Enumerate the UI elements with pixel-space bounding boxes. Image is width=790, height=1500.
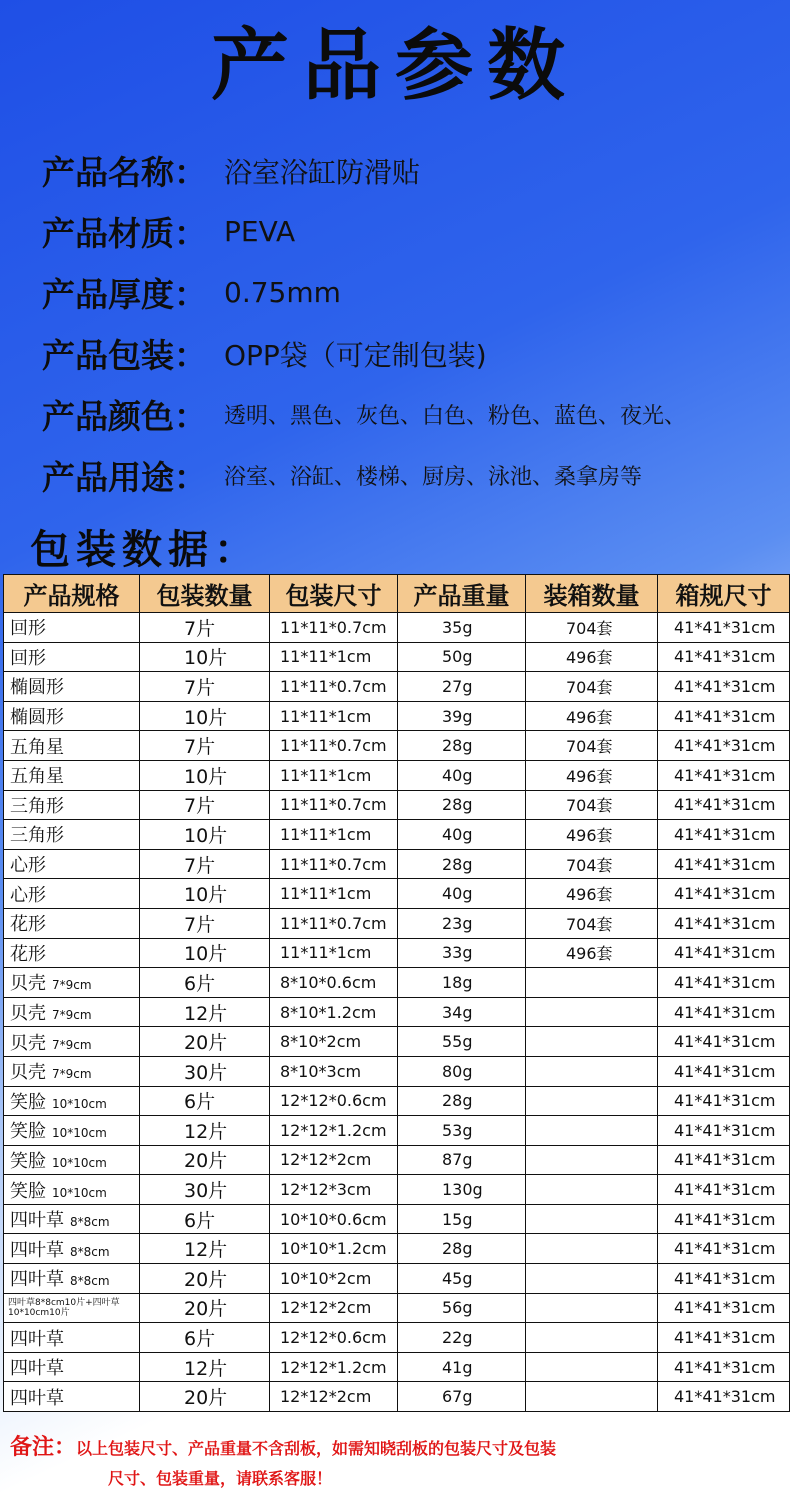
cell-carton-qty: 704套 xyxy=(526,731,658,761)
cell-package-size: 11*11*0.7cm xyxy=(270,790,398,820)
cell-quantity: 10片 xyxy=(140,701,270,731)
spec-row-colors xyxy=(42,384,782,445)
cell-quantity: 20片 xyxy=(140,1027,270,1057)
cell-carton-qty xyxy=(526,1264,658,1294)
cell-quantity: 7片 xyxy=(140,790,270,820)
cell-carton-size: 41*41*31cm xyxy=(658,1027,790,1057)
table-row xyxy=(4,1116,790,1146)
cell-carton-qty xyxy=(526,1293,658,1323)
spec-row-thickness xyxy=(42,262,782,323)
cell-carton-size: 41*41*31cm xyxy=(658,642,790,672)
spec-value: OPP袋（可定制包装) xyxy=(224,338,487,372)
spec-name: 心形 xyxy=(10,884,46,906)
spec-size: 7*9cm xyxy=(52,1037,92,1052)
cell-carton-size: 41*41*31cm xyxy=(658,1352,790,1382)
cell-weight: 50g xyxy=(398,642,526,672)
cell-package-size: 11*11*1cm xyxy=(270,879,398,909)
cell-carton-size: 41*41*31cm xyxy=(658,701,790,731)
spec-label: 产品厚度： xyxy=(42,275,207,314)
cell-spec xyxy=(4,1027,140,1057)
cell-weight: 28g xyxy=(398,849,526,879)
table-row xyxy=(4,820,790,850)
table-row xyxy=(4,701,790,731)
cell-quantity: 10片 xyxy=(140,760,270,790)
cell-carton-qty: 496套 xyxy=(526,701,658,731)
cell-package-size: 11*11*0.7cm xyxy=(270,613,398,643)
cell-carton-size: 41*41*31cm xyxy=(658,820,790,850)
cell-package-size: 8*10*3cm xyxy=(270,1056,398,1086)
header-weight: 产品重量 xyxy=(398,575,526,613)
spec-name: 四叶草 xyxy=(10,1358,64,1380)
spec-label: 产品颜色： xyxy=(42,397,207,436)
spec-list xyxy=(42,140,782,506)
spec-label: 产品名称： xyxy=(42,153,207,192)
cell-carton-size: 41*41*31cm xyxy=(658,1323,790,1353)
spec-row-usage xyxy=(42,445,782,506)
cell-package-size: 12*12*1.2cm xyxy=(270,1116,398,1146)
cell-weight: 67g xyxy=(398,1382,526,1412)
cell-carton-qty xyxy=(526,1323,658,1353)
header-carton-size: 箱规尺寸 xyxy=(658,575,790,613)
cell-spec xyxy=(4,820,140,850)
cell-weight: 40g xyxy=(398,760,526,790)
cell-carton-qty xyxy=(526,1204,658,1234)
cell-carton-size: 41*41*31cm xyxy=(658,1056,790,1086)
cell-carton-qty xyxy=(526,1027,658,1057)
cell-package-size: 11*11*0.7cm xyxy=(270,849,398,879)
cell-package-size: 11*11*1cm xyxy=(270,820,398,850)
spec-size: 10*10cm xyxy=(52,1096,107,1111)
table-row xyxy=(4,731,790,761)
table-row xyxy=(4,672,790,702)
spec-name: 五角星 xyxy=(10,766,64,788)
cell-spec xyxy=(4,1145,140,1175)
cell-package-size: 11*11*1cm xyxy=(270,760,398,790)
cell-carton-qty xyxy=(526,1086,658,1116)
cell-carton-qty: 704套 xyxy=(526,790,658,820)
cell-package-size: 12*12*3cm xyxy=(270,1175,398,1205)
cell-quantity: 7片 xyxy=(140,731,270,761)
table-row xyxy=(4,1175,790,1205)
cell-carton-qty xyxy=(526,1234,658,1264)
cell-weight: 22g xyxy=(398,1323,526,1353)
cell-package-size: 10*10*0.6cm xyxy=(270,1204,398,1234)
table-row xyxy=(4,938,790,968)
cell-spec xyxy=(4,701,140,731)
cell-weight: 18g xyxy=(398,968,526,998)
spec-label: 产品用途： xyxy=(42,458,207,497)
spec-label: 产品包装： xyxy=(42,336,207,375)
cell-package-size: 10*10*2cm xyxy=(270,1264,398,1294)
spec-name: 笑脸 xyxy=(10,1150,46,1172)
table-row xyxy=(4,997,790,1027)
spec-name: 贝壳 xyxy=(10,1032,46,1054)
cell-quantity: 6片 xyxy=(140,1086,270,1116)
cell-carton-size: 41*41*31cm xyxy=(658,760,790,790)
cell-spec xyxy=(4,642,140,672)
table-row xyxy=(4,968,790,998)
cell-weight: 27g xyxy=(398,672,526,702)
cell-carton-qty: 496套 xyxy=(526,879,658,909)
cell-weight: 87g xyxy=(398,1145,526,1175)
spec-name: 花形 xyxy=(10,943,46,965)
spec-name: 四叶草 xyxy=(10,1328,64,1350)
cell-carton-size: 41*41*31cm xyxy=(658,908,790,938)
cell-weight: 56g xyxy=(398,1293,526,1323)
spec-size: 8*8cm xyxy=(70,1244,110,1259)
table-row xyxy=(4,1352,790,1382)
table-row xyxy=(4,642,790,672)
spec-value: 浴室浴缸防滑贴 xyxy=(224,155,421,189)
cell-quantity: 12片 xyxy=(140,997,270,1027)
spec-label: 产品材质： xyxy=(42,214,207,253)
packaging-table-wrap xyxy=(3,574,789,1412)
spec-name: 贝壳 xyxy=(10,973,46,995)
spec-name: 笑脸 xyxy=(10,1091,46,1113)
cell-quantity: 10片 xyxy=(140,820,270,850)
cell-weight: 35g xyxy=(398,613,526,643)
cell-weight: 15g xyxy=(398,1204,526,1234)
cell-weight: 80g xyxy=(398,1056,526,1086)
cell-weight: 28g xyxy=(398,1086,526,1116)
cell-quantity: 7片 xyxy=(140,908,270,938)
table-row xyxy=(4,760,790,790)
cell-spec xyxy=(4,731,140,761)
spec-name: 四叶草8*8cm10片+四叶草10*10cm10片 xyxy=(8,1297,120,1318)
cell-carton-size: 41*41*31cm xyxy=(658,1293,790,1323)
cell-carton-size: 41*41*31cm xyxy=(658,613,790,643)
table-row xyxy=(4,1145,790,1175)
cell-quantity: 7片 xyxy=(140,613,270,643)
cell-quantity: 6片 xyxy=(140,968,270,998)
table-row xyxy=(4,1027,790,1057)
header-quantity: 包装数量 xyxy=(140,575,270,613)
table-row xyxy=(4,790,790,820)
cell-carton-size: 41*41*31cm xyxy=(658,968,790,998)
spec-size: 10*10cm xyxy=(52,1155,107,1170)
spec-size: 10*10cm xyxy=(52,1185,107,1200)
spec-name: 笑脸 xyxy=(10,1180,46,1202)
spec-size: 7*9cm xyxy=(52,978,92,993)
packaging-table xyxy=(3,574,790,1412)
cell-spec xyxy=(4,1086,140,1116)
spec-size: 7*9cm xyxy=(52,1067,92,1082)
cell-carton-size: 41*41*31cm xyxy=(658,1382,790,1412)
cell-package-size: 12*12*2cm xyxy=(270,1145,398,1175)
cell-spec xyxy=(4,1234,140,1264)
spec-row-material xyxy=(42,201,782,262)
cell-carton-size: 41*41*31cm xyxy=(658,1086,790,1116)
cell-carton-size: 41*41*31cm xyxy=(658,790,790,820)
cell-spec xyxy=(4,672,140,702)
table-row xyxy=(4,1382,790,1412)
spec-size: 8*8cm xyxy=(70,1215,110,1230)
table-row xyxy=(4,1056,790,1086)
cell-quantity: 7片 xyxy=(140,672,270,702)
cell-carton-size: 41*41*31cm xyxy=(658,1204,790,1234)
cell-quantity: 10片 xyxy=(140,938,270,968)
cell-weight: 45g xyxy=(398,1264,526,1294)
page-title: 产品参数 xyxy=(210,21,579,111)
table-row xyxy=(4,1204,790,1234)
cell-weight: 40g xyxy=(398,879,526,909)
cell-carton-size: 41*41*31cm xyxy=(658,1145,790,1175)
cell-spec xyxy=(4,849,140,879)
spec-name: 椭圆形 xyxy=(10,707,64,729)
cell-carton-qty xyxy=(526,1352,658,1382)
cell-carton-qty: 496套 xyxy=(526,642,658,672)
cell-weight: 41g xyxy=(398,1352,526,1382)
cell-spec xyxy=(4,613,140,643)
cell-package-size: 12*12*0.6cm xyxy=(270,1086,398,1116)
cell-spec xyxy=(4,908,140,938)
spec-name: 四叶草 xyxy=(10,1210,64,1232)
spec-name: 回形 xyxy=(10,618,46,640)
cell-weight: 55g xyxy=(398,1027,526,1057)
cell-quantity: 6片 xyxy=(140,1323,270,1353)
cell-spec xyxy=(4,997,140,1027)
table-row xyxy=(4,908,790,938)
cell-quantity: 10片 xyxy=(140,879,270,909)
cell-weight: 39g xyxy=(398,701,526,731)
spec-name: 四叶草 xyxy=(10,1239,64,1261)
spec-row-packaging xyxy=(42,323,782,384)
cell-package-size: 10*10*1.2cm xyxy=(270,1234,398,1264)
cell-spec xyxy=(4,1293,140,1323)
cell-spec xyxy=(4,790,140,820)
spec-size: 7*9cm xyxy=(52,1008,92,1023)
cell-carton-qty xyxy=(526,1175,658,1205)
cell-weight: 53g xyxy=(398,1116,526,1146)
spec-name: 花形 xyxy=(10,914,46,936)
cell-weight: 28g xyxy=(398,731,526,761)
spec-name: 三角形 xyxy=(10,825,64,847)
cell-carton-qty: 496套 xyxy=(526,760,658,790)
cell-spec xyxy=(4,968,140,998)
table-row xyxy=(4,1293,790,1323)
cell-weight: 33g xyxy=(398,938,526,968)
cell-quantity: 20片 xyxy=(140,1264,270,1294)
cell-carton-qty: 496套 xyxy=(526,820,658,850)
cell-carton-qty xyxy=(526,997,658,1027)
table-body xyxy=(4,613,790,1412)
cell-carton-size: 41*41*31cm xyxy=(658,938,790,968)
cell-package-size: 11*11*1cm xyxy=(270,938,398,968)
spec-value: PEVA xyxy=(224,215,296,248)
cell-carton-qty: 496套 xyxy=(526,938,658,968)
cell-package-size: 11*11*0.7cm xyxy=(270,672,398,702)
footnote-line-2: 尺寸、包装重量，请联系客服！ xyxy=(108,1469,333,1488)
cell-carton-size: 41*41*31cm xyxy=(658,997,790,1027)
table-row xyxy=(4,849,790,879)
cell-quantity: 7片 xyxy=(140,849,270,879)
cell-weight: 34g xyxy=(398,997,526,1027)
spec-value: 浴室、浴缸、楼梯、厨房、泳池、桑拿房等 xyxy=(224,465,643,490)
cell-spec xyxy=(4,1204,140,1234)
cell-quantity: 20片 xyxy=(140,1293,270,1323)
cell-package-size: 12*12*1.2cm xyxy=(270,1352,398,1382)
cell-quantity: 12片 xyxy=(140,1116,270,1146)
packaging-data-heading: 包装数据： xyxy=(30,526,260,573)
cell-weight: 28g xyxy=(398,1234,526,1264)
cell-carton-qty: 704套 xyxy=(526,672,658,702)
spec-name: 笑脸 xyxy=(10,1121,46,1143)
cell-package-size: 8*10*2cm xyxy=(270,1027,398,1057)
cell-spec xyxy=(4,1382,140,1412)
cell-carton-qty xyxy=(526,1145,658,1175)
cell-quantity: 12片 xyxy=(140,1234,270,1264)
cell-quantity: 20片 xyxy=(140,1145,270,1175)
spec-size: 10*10cm xyxy=(52,1126,107,1141)
cell-quantity: 10片 xyxy=(140,642,270,672)
cell-carton-qty xyxy=(526,1382,658,1412)
table-row xyxy=(4,613,790,643)
spec-name: 四叶草 xyxy=(10,1387,64,1409)
spec-name: 椭圆形 xyxy=(10,677,64,699)
table-row xyxy=(4,1086,790,1116)
cell-package-size: 11*11*0.7cm xyxy=(270,731,398,761)
header-package-size: 包装尺寸 xyxy=(270,575,398,613)
cell-carton-qty xyxy=(526,968,658,998)
cell-carton-size: 41*41*31cm xyxy=(658,672,790,702)
cell-package-size: 8*10*0.6cm xyxy=(270,968,398,998)
spec-name: 五角星 xyxy=(10,736,64,758)
cell-spec xyxy=(4,1264,140,1294)
cell-package-size: 8*10*1.2cm xyxy=(270,997,398,1027)
cell-spec xyxy=(4,760,140,790)
cell-carton-size: 41*41*31cm xyxy=(658,1175,790,1205)
cell-weight: 130g xyxy=(398,1175,526,1205)
footnote-tag: 备注： xyxy=(10,1434,77,1460)
spec-name: 贝壳 xyxy=(10,1062,46,1084)
cell-quantity: 30片 xyxy=(140,1056,270,1086)
cell-carton-size: 41*41*31cm xyxy=(658,849,790,879)
cell-carton-size: 41*41*31cm xyxy=(658,1116,790,1146)
cell-package-size: 11*11*1cm xyxy=(270,642,398,672)
footnote xyxy=(10,1432,780,1494)
cell-carton-size: 41*41*31cm xyxy=(658,879,790,909)
cell-weight: 40g xyxy=(398,820,526,850)
header-carton-qty: 装箱数量 xyxy=(526,575,658,613)
footnote-line-1: 以上包装尺寸、产品重量不含刮板，如需知晓刮板的包装尺寸及包装 xyxy=(76,1439,557,1458)
table-row xyxy=(4,1264,790,1294)
cell-spec xyxy=(4,1323,140,1353)
spec-name: 回形 xyxy=(10,647,46,669)
table-row xyxy=(4,1234,790,1264)
cell-quantity: 12片 xyxy=(140,1352,270,1382)
spec-name: 四叶草 xyxy=(10,1269,64,1291)
cell-carton-qty: 704套 xyxy=(526,849,658,879)
spec-name: 三角形 xyxy=(10,795,64,817)
table-row xyxy=(4,879,790,909)
spec-size: 8*8cm xyxy=(70,1274,110,1289)
header-spec: 产品规格 xyxy=(4,575,140,613)
cell-quantity: 20片 xyxy=(140,1382,270,1412)
table-row xyxy=(4,1323,790,1353)
cell-package-size: 12*12*0.6cm xyxy=(270,1323,398,1353)
cell-carton-qty xyxy=(526,1116,658,1146)
cell-spec xyxy=(4,1056,140,1086)
cell-package-size: 11*11*0.7cm xyxy=(270,908,398,938)
cell-package-size: 12*12*2cm xyxy=(270,1293,398,1323)
cell-spec xyxy=(4,938,140,968)
cell-carton-size: 41*41*31cm xyxy=(658,1264,790,1294)
cell-package-size: 11*11*1cm xyxy=(270,701,398,731)
cell-spec xyxy=(4,1352,140,1382)
table-header-row xyxy=(4,575,790,613)
cell-weight: 28g xyxy=(398,790,526,820)
spec-value: 透明、黑色、灰色、白色、粉色、蓝色、夜光、 xyxy=(224,404,687,429)
cell-spec xyxy=(4,879,140,909)
cell-quantity: 6片 xyxy=(140,1204,270,1234)
cell-package-size: 12*12*2cm xyxy=(270,1382,398,1412)
cell-weight: 23g xyxy=(398,908,526,938)
cell-carton-size: 41*41*31cm xyxy=(658,731,790,761)
spec-row-name xyxy=(42,140,782,201)
cell-quantity: 30片 xyxy=(140,1175,270,1205)
cell-carton-size: 41*41*31cm xyxy=(658,1234,790,1264)
cell-spec xyxy=(4,1175,140,1205)
cell-spec xyxy=(4,1116,140,1146)
spec-value: 0.75mm xyxy=(224,276,341,309)
spec-name: 贝壳 xyxy=(10,1003,46,1025)
spec-name: 心形 xyxy=(10,855,46,877)
cell-carton-qty: 704套 xyxy=(526,613,658,643)
cell-carton-qty xyxy=(526,1056,658,1086)
cell-carton-qty: 704套 xyxy=(526,908,658,938)
